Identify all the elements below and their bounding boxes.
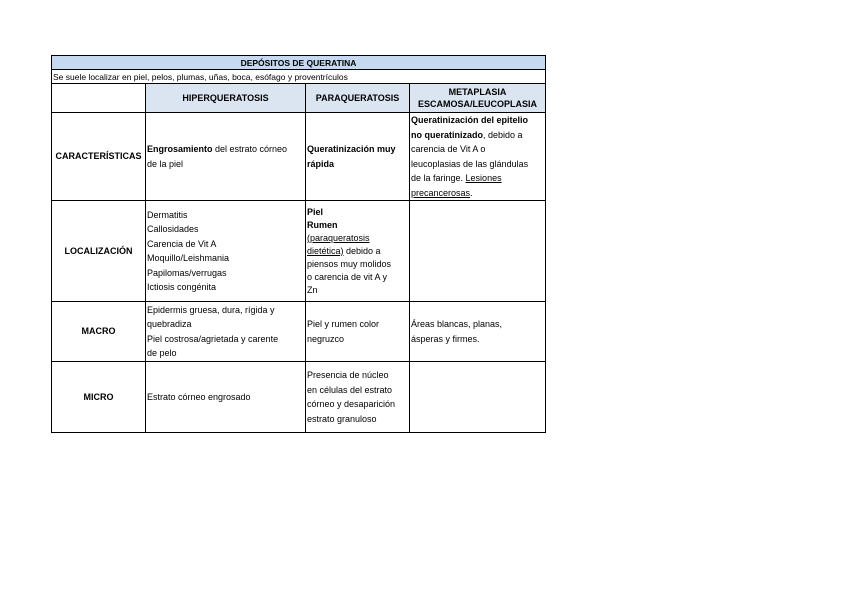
plain-text: . — [470, 187, 473, 198]
plain-text: del estrato córneo — [212, 144, 288, 154]
keratin-deposits-table — [51, 55, 546, 433]
cell-localizacion-meta — [410, 201, 546, 302]
cell-line: Ictiosis congénita — [147, 282, 217, 292]
underlined-text: dietética) — [307, 245, 344, 256]
cell-line: Rumen — [307, 219, 338, 230]
header-metaplasia — [410, 84, 546, 113]
cell-line: de pelo — [147, 348, 177, 358]
cell-line: Dermatitis — [147, 209, 188, 220]
row-label-micro: MICRO — [52, 362, 146, 433]
cell-line: piensos muy molidos — [307, 258, 392, 269]
cell-macro-meta — [410, 302, 546, 362]
cell-line: rápida — [307, 158, 335, 169]
cell-line: Papilomas/verrugas — [147, 267, 227, 278]
cell-micro-para — [306, 362, 410, 433]
cell-line — [307, 245, 408, 258]
cell-micro-hiper: Estrato córneo engrosado — [146, 362, 306, 433]
header-hiperqueratosis: HIPERQUERATOSIS — [146, 84, 306, 113]
cell-line: Zn — [307, 284, 318, 295]
table-row-micro — [52, 362, 546, 433]
header-empty-cell — [52, 84, 146, 113]
cell-line: Callosidades — [147, 224, 199, 234]
table-title: DEPÓSITOS DE QUERATINA — [52, 56, 546, 70]
cell-line: estrato granuloso — [307, 413, 377, 424]
cell-line — [411, 186, 544, 201]
underlined-text: precancerosas — [411, 187, 471, 198]
plain-text: , debido a — [483, 129, 523, 140]
cell-line: quebradiza — [147, 319, 192, 329]
cell-micro-meta — [410, 362, 546, 433]
cell-line: Queratinización muy — [307, 144, 396, 154]
row-label-caracteristicas: CARACTERÍSTICAS — [52, 113, 146, 201]
cell-line: leucoplasias de las glándulas — [411, 158, 529, 169]
cell-caracteristicas-hiper — [146, 113, 306, 201]
cell-line: Carencia de Vit A — [147, 238, 217, 249]
plain-text: de la faringe. — [411, 173, 466, 183]
cell-line — [147, 142, 304, 157]
cell-macro-hiper — [146, 302, 306, 362]
cell-line: o carencia de vit A y — [307, 271, 388, 282]
cell-line: Queratinización del epitelio — [411, 115, 529, 125]
spreadsheet-page — [51, 55, 545, 433]
underlined-text: Lesiones — [465, 173, 502, 183]
table-title-row — [52, 56, 546, 70]
cell-caracteristicas-para — [306, 113, 410, 201]
cell-line: negruzco — [307, 333, 345, 344]
cell-line: Piel — [307, 206, 324, 217]
intro-row — [52, 70, 546, 84]
bold-text: no queratinizado — [411, 129, 483, 140]
bold-text: Engrosamiento — [147, 144, 213, 154]
cell-line: Epidermis gruesa, dura, rígida y — [147, 304, 275, 315]
cell-line: Piel y rumen color — [307, 319, 380, 329]
cell-line — [411, 128, 544, 143]
cell-localizacion-para — [306, 201, 410, 302]
row-label-localizacion: LOCALIZACIÓN — [52, 201, 146, 302]
table-row-macro — [52, 302, 546, 362]
cell-line: Piel costrosa/agrietada y carente — [147, 333, 279, 344]
underlined-text: (paraqueratosis — [307, 232, 370, 243]
header-row — [52, 84, 546, 113]
cell-line — [411, 171, 544, 186]
cell-localizacion-hiper — [146, 201, 306, 302]
cell-line: carencia de Vit A o — [411, 144, 486, 154]
row-label-macro: MACRO — [52, 302, 146, 362]
cell-line: en células del estrato — [307, 384, 393, 395]
cell-line: Moquillo/Leishmania — [147, 253, 230, 263]
cell-line: córneo y desaparición — [307, 399, 396, 409]
cell-line — [307, 232, 408, 245]
header-metaplasia-line2: ESCAMOSA/LEUCOPLASIA — [417, 99, 537, 109]
header-metaplasia-line1: METAPLASIA — [448, 87, 507, 97]
cell-line: Áreas blancas, planas, — [411, 319, 503, 329]
cell-line: de la piel — [147, 158, 184, 169]
cell-caracteristicas-meta — [410, 113, 546, 201]
plain-text: debido a — [343, 245, 381, 256]
intro-text: Se suele localizar en piel, pelos, plumas, uñas, boca, esófago y proventrículos — [52, 70, 546, 84]
cell-line: Presencia de núcleo — [307, 370, 389, 380]
header-paraqueratosis: PARAQUERATOSIS — [306, 84, 410, 113]
cell-line: ásperas y firmes. — [411, 333, 480, 344]
cell-macro-para — [306, 302, 410, 362]
table-row-caracteristicas — [52, 113, 546, 201]
table-row-localizacion — [52, 201, 546, 302]
